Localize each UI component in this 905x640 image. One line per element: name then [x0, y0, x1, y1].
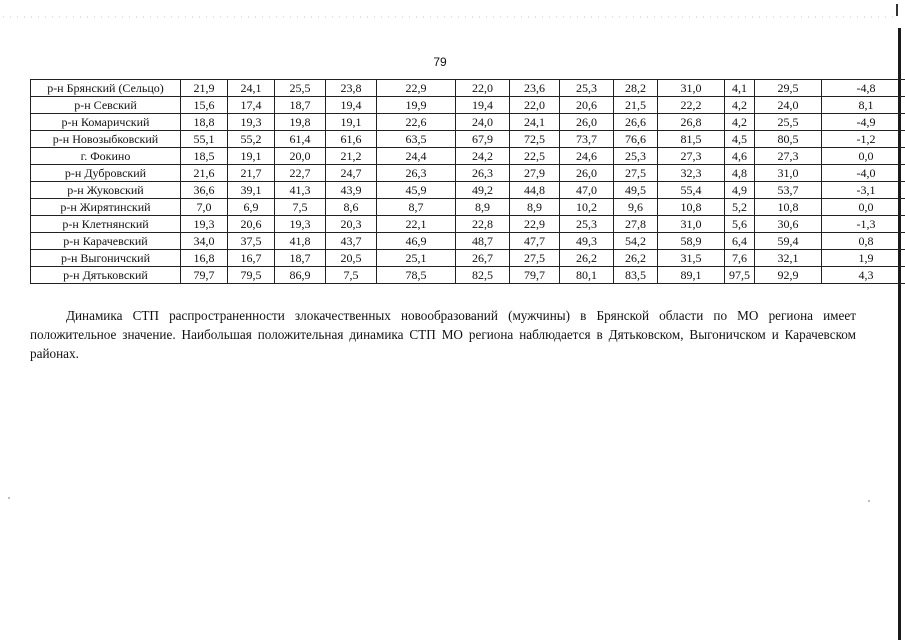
- table-cell: 4,5: [725, 131, 755, 148]
- table-cell: 24,7: [326, 165, 377, 182]
- table-row: [31, 182, 905, 199]
- table-cell: -3,1: [822, 182, 905, 199]
- table-cell: 26,2: [560, 250, 614, 267]
- table-cell: 18,7: [275, 250, 326, 267]
- table-cell: 16,8: [181, 250, 228, 267]
- table-cell: 34,0: [181, 233, 228, 250]
- table-cell: 19,1: [326, 114, 377, 131]
- table-cell: 49,3: [560, 233, 614, 250]
- scan-speck: [8, 497, 10, 499]
- table-cell: 55,4: [658, 182, 725, 199]
- table-cell: 63,5: [377, 131, 456, 148]
- table-cell: 10,8: [755, 199, 822, 216]
- table-cell: 0,0: [822, 148, 905, 165]
- table-cell: 31,5: [658, 250, 725, 267]
- table-cell: 22,1: [377, 216, 456, 233]
- body-text: [30, 306, 856, 363]
- table-cell: 5,6: [725, 216, 755, 233]
- table-cell: 86,9: [275, 267, 326, 284]
- table-cell: 20,6: [228, 216, 275, 233]
- table-row: [31, 250, 905, 267]
- table-cell: 25,3: [560, 216, 614, 233]
- table-cell: 7,0: [181, 199, 228, 216]
- table-body: [31, 80, 905, 284]
- table-cell: 48,7: [456, 233, 510, 250]
- table-cell: 19,4: [456, 97, 510, 114]
- table-row: [31, 114, 905, 131]
- table-cell: 54,2: [614, 233, 658, 250]
- row-label: р-н Жирятинский: [31, 199, 181, 216]
- scan-edge-tick: [896, 4, 898, 16]
- table-cell: 26,0: [560, 165, 614, 182]
- table-cell: 59,4: [755, 233, 822, 250]
- table-cell: -4,8: [822, 80, 905, 97]
- table-cell: 23,8: [326, 80, 377, 97]
- table-cell: 22,9: [510, 216, 560, 233]
- table-cell: 82,5: [456, 267, 510, 284]
- table-cell: 37,5: [228, 233, 275, 250]
- table-cell: 21,5: [614, 97, 658, 114]
- table-cell: 61,4: [275, 131, 326, 148]
- table-cell: 7,5: [275, 199, 326, 216]
- table-cell: 72,5: [510, 131, 560, 148]
- row-label: р-н Комаричский: [31, 114, 181, 131]
- table-cell: 27,9: [510, 165, 560, 182]
- row-label: р-н Клетнянский: [31, 216, 181, 233]
- row-label: р-н Жуковский: [31, 182, 181, 199]
- table-cell: 23,6: [510, 80, 560, 97]
- table-cell: 81,5: [658, 131, 725, 148]
- table-cell: 80,1: [560, 267, 614, 284]
- row-label: р-н Севский: [31, 97, 181, 114]
- table-cell: 44,8: [510, 182, 560, 199]
- table-cell: 31,0: [658, 80, 725, 97]
- table-cell: 21,7: [228, 165, 275, 182]
- data-table: [30, 79, 905, 284]
- table-cell: 89,1: [658, 267, 725, 284]
- table-cell: 4,6: [725, 148, 755, 165]
- table-cell: 49,5: [614, 182, 658, 199]
- table-cell: 4,9: [725, 182, 755, 199]
- table-cell: 8,9: [456, 199, 510, 216]
- table-cell: 10,2: [560, 199, 614, 216]
- table-cell: 20,0: [275, 148, 326, 165]
- table-cell: 29,5: [755, 80, 822, 97]
- table-cell: 0,8: [822, 233, 905, 250]
- table-cell: 24,6: [560, 148, 614, 165]
- table-cell: 43,7: [326, 233, 377, 250]
- table-cell: 9,6: [614, 199, 658, 216]
- table-cell: 45,9: [377, 182, 456, 199]
- table-cell: 24,2: [456, 148, 510, 165]
- table-cell: 8,9: [510, 199, 560, 216]
- table-row: [31, 165, 905, 182]
- table-row: [31, 267, 905, 284]
- table-row: [31, 80, 905, 97]
- table-cell: -1,3: [822, 216, 905, 233]
- table-cell: 4,2: [725, 97, 755, 114]
- table-cell: 47,0: [560, 182, 614, 199]
- table-cell: 6,9: [228, 199, 275, 216]
- table-cell: 80,5: [755, 131, 822, 148]
- table-cell: 27,3: [658, 148, 725, 165]
- table-cell: 25,1: [377, 250, 456, 267]
- table-cell: 73,7: [560, 131, 614, 148]
- table-cell: 21,2: [326, 148, 377, 165]
- table-cell: 20,3: [326, 216, 377, 233]
- row-label: р-н Дятьковский: [31, 267, 181, 284]
- table-cell: 24,4: [377, 148, 456, 165]
- table-cell: 18,8: [181, 114, 228, 131]
- table-cell: 18,5: [181, 148, 228, 165]
- table-cell: 4,8: [725, 165, 755, 182]
- table-cell: 22,0: [510, 97, 560, 114]
- table-cell: 31,0: [658, 216, 725, 233]
- table-cell: 36,6: [181, 182, 228, 199]
- table-cell: 4,2: [725, 114, 755, 131]
- table-cell: -4,0: [822, 165, 905, 182]
- table-cell: 10,8: [658, 199, 725, 216]
- table-cell: 79,7: [510, 267, 560, 284]
- table-cell: 26,7: [456, 250, 510, 267]
- table-row: [31, 131, 905, 148]
- table-cell: 78,5: [377, 267, 456, 284]
- table-cell: 7,6: [725, 250, 755, 267]
- table-cell: 19,3: [228, 114, 275, 131]
- table-cell: 27,5: [614, 165, 658, 182]
- table-cell: 0,0: [822, 199, 905, 216]
- table-cell: -1,2: [822, 131, 905, 148]
- table-cell: 25,3: [614, 148, 658, 165]
- table-cell: 92,9: [755, 267, 822, 284]
- table-cell: 17,4: [228, 97, 275, 114]
- table-cell: 41,3: [275, 182, 326, 199]
- table-cell: 19,8: [275, 114, 326, 131]
- table-cell: 16,7: [228, 250, 275, 267]
- table-cell: 24,1: [228, 80, 275, 97]
- table-cell: 22,7: [275, 165, 326, 182]
- table-cell: 24,1: [510, 114, 560, 131]
- table-cell: 22,5: [510, 148, 560, 165]
- table-cell: 20,6: [560, 97, 614, 114]
- row-label: г. Фокино: [31, 148, 181, 165]
- table-row: [31, 97, 905, 114]
- table-cell: 46,9: [377, 233, 456, 250]
- table-cell: 18,7: [275, 97, 326, 114]
- table-cell: 47,7: [510, 233, 560, 250]
- table-cell: 43,9: [326, 182, 377, 199]
- table-cell: 1,9: [822, 250, 905, 267]
- scan-speck: [868, 500, 870, 502]
- table-cell: 19,4: [326, 97, 377, 114]
- table-cell: 20,5: [326, 250, 377, 267]
- table-cell: 32,1: [755, 250, 822, 267]
- table-row: [31, 199, 905, 216]
- table-cell: 19,3: [181, 216, 228, 233]
- row-label: р-н Брянский (Сельцо): [31, 80, 181, 97]
- table-cell: 22,8: [456, 216, 510, 233]
- table-cell: 53,7: [755, 182, 822, 199]
- table-cell: 27,3: [755, 148, 822, 165]
- table-cell: 4,3: [822, 267, 905, 284]
- scan-artifact-dots: [0, 16, 895, 18]
- row-label: р-н Карачевский: [31, 233, 181, 250]
- table-cell: 8,7: [377, 199, 456, 216]
- table-cell: 26,2: [614, 250, 658, 267]
- table-cell: 15,6: [181, 97, 228, 114]
- table-cell: 26,3: [377, 165, 456, 182]
- row-label: р-н Новозыбковский: [31, 131, 181, 148]
- table-cell: 4,1: [725, 80, 755, 97]
- table-cell: 22,2: [658, 97, 725, 114]
- table-row: [31, 216, 905, 233]
- table-cell: 79,7: [181, 267, 228, 284]
- table-cell: 30,6: [755, 216, 822, 233]
- table-cell: 25,5: [755, 114, 822, 131]
- table-cell: 22,6: [377, 114, 456, 131]
- table-cell: 26,6: [614, 114, 658, 131]
- row-label: р-н Выгоничский: [31, 250, 181, 267]
- table-cell: 27,8: [614, 216, 658, 233]
- table-cell: 79,5: [228, 267, 275, 284]
- table-cell: 97,5: [725, 267, 755, 284]
- table-cell: -4,9: [822, 114, 905, 131]
- table-cell: 26,0: [560, 114, 614, 131]
- table-cell: 19,9: [377, 97, 456, 114]
- table-cell: 8,6: [326, 199, 377, 216]
- table-cell: 19,1: [228, 148, 275, 165]
- table-cell: 55,1: [181, 131, 228, 148]
- table-row: [31, 233, 905, 250]
- table-cell: 25,3: [560, 80, 614, 97]
- table-cell: 26,3: [456, 165, 510, 182]
- table-cell: 24,0: [456, 114, 510, 131]
- table-cell: 21,9: [181, 80, 228, 97]
- table-cell: 22,9: [377, 80, 456, 97]
- table-cell: 31,0: [755, 165, 822, 182]
- table-cell: 27,5: [510, 250, 560, 267]
- table-cell: 67,9: [456, 131, 510, 148]
- table-cell: 7,5: [326, 267, 377, 284]
- page-number: 79: [433, 55, 447, 69]
- table-cell: 58,9: [658, 233, 725, 250]
- table-cell: 76,6: [614, 131, 658, 148]
- table-cell: 22,0: [456, 80, 510, 97]
- table-cell: 24,0: [755, 97, 822, 114]
- table-cell: 28,2: [614, 80, 658, 97]
- row-label: р-н Дубровский: [31, 165, 181, 182]
- table-cell: 19,3: [275, 216, 326, 233]
- table-cell: 49,2: [456, 182, 510, 199]
- table-cell: 26,8: [658, 114, 725, 131]
- table-cell: 55,2: [228, 131, 275, 148]
- table-cell: 41,8: [275, 233, 326, 250]
- table-cell: 32,3: [658, 165, 725, 182]
- table-cell: 61,6: [326, 131, 377, 148]
- table-cell: 6,4: [725, 233, 755, 250]
- table-cell: 21,6: [181, 165, 228, 182]
- table-cell: 39,1: [228, 182, 275, 199]
- table-cell: 25,5: [275, 80, 326, 97]
- table-cell: 83,5: [614, 267, 658, 284]
- table-row: [31, 148, 905, 165]
- summary-paragraph: Динамика СТП распространенности злокачественных новообразований (мужчины) в Брянской области по МО региона имеет положительное значение. Наибольшая положительная динамика СТП МО региона наблюдается в Дятьковском, Выгоничском и Карачевском районах.: [30, 308, 856, 361]
- table-cell: 5,2: [725, 199, 755, 216]
- table-cell: 8,1: [822, 97, 905, 114]
